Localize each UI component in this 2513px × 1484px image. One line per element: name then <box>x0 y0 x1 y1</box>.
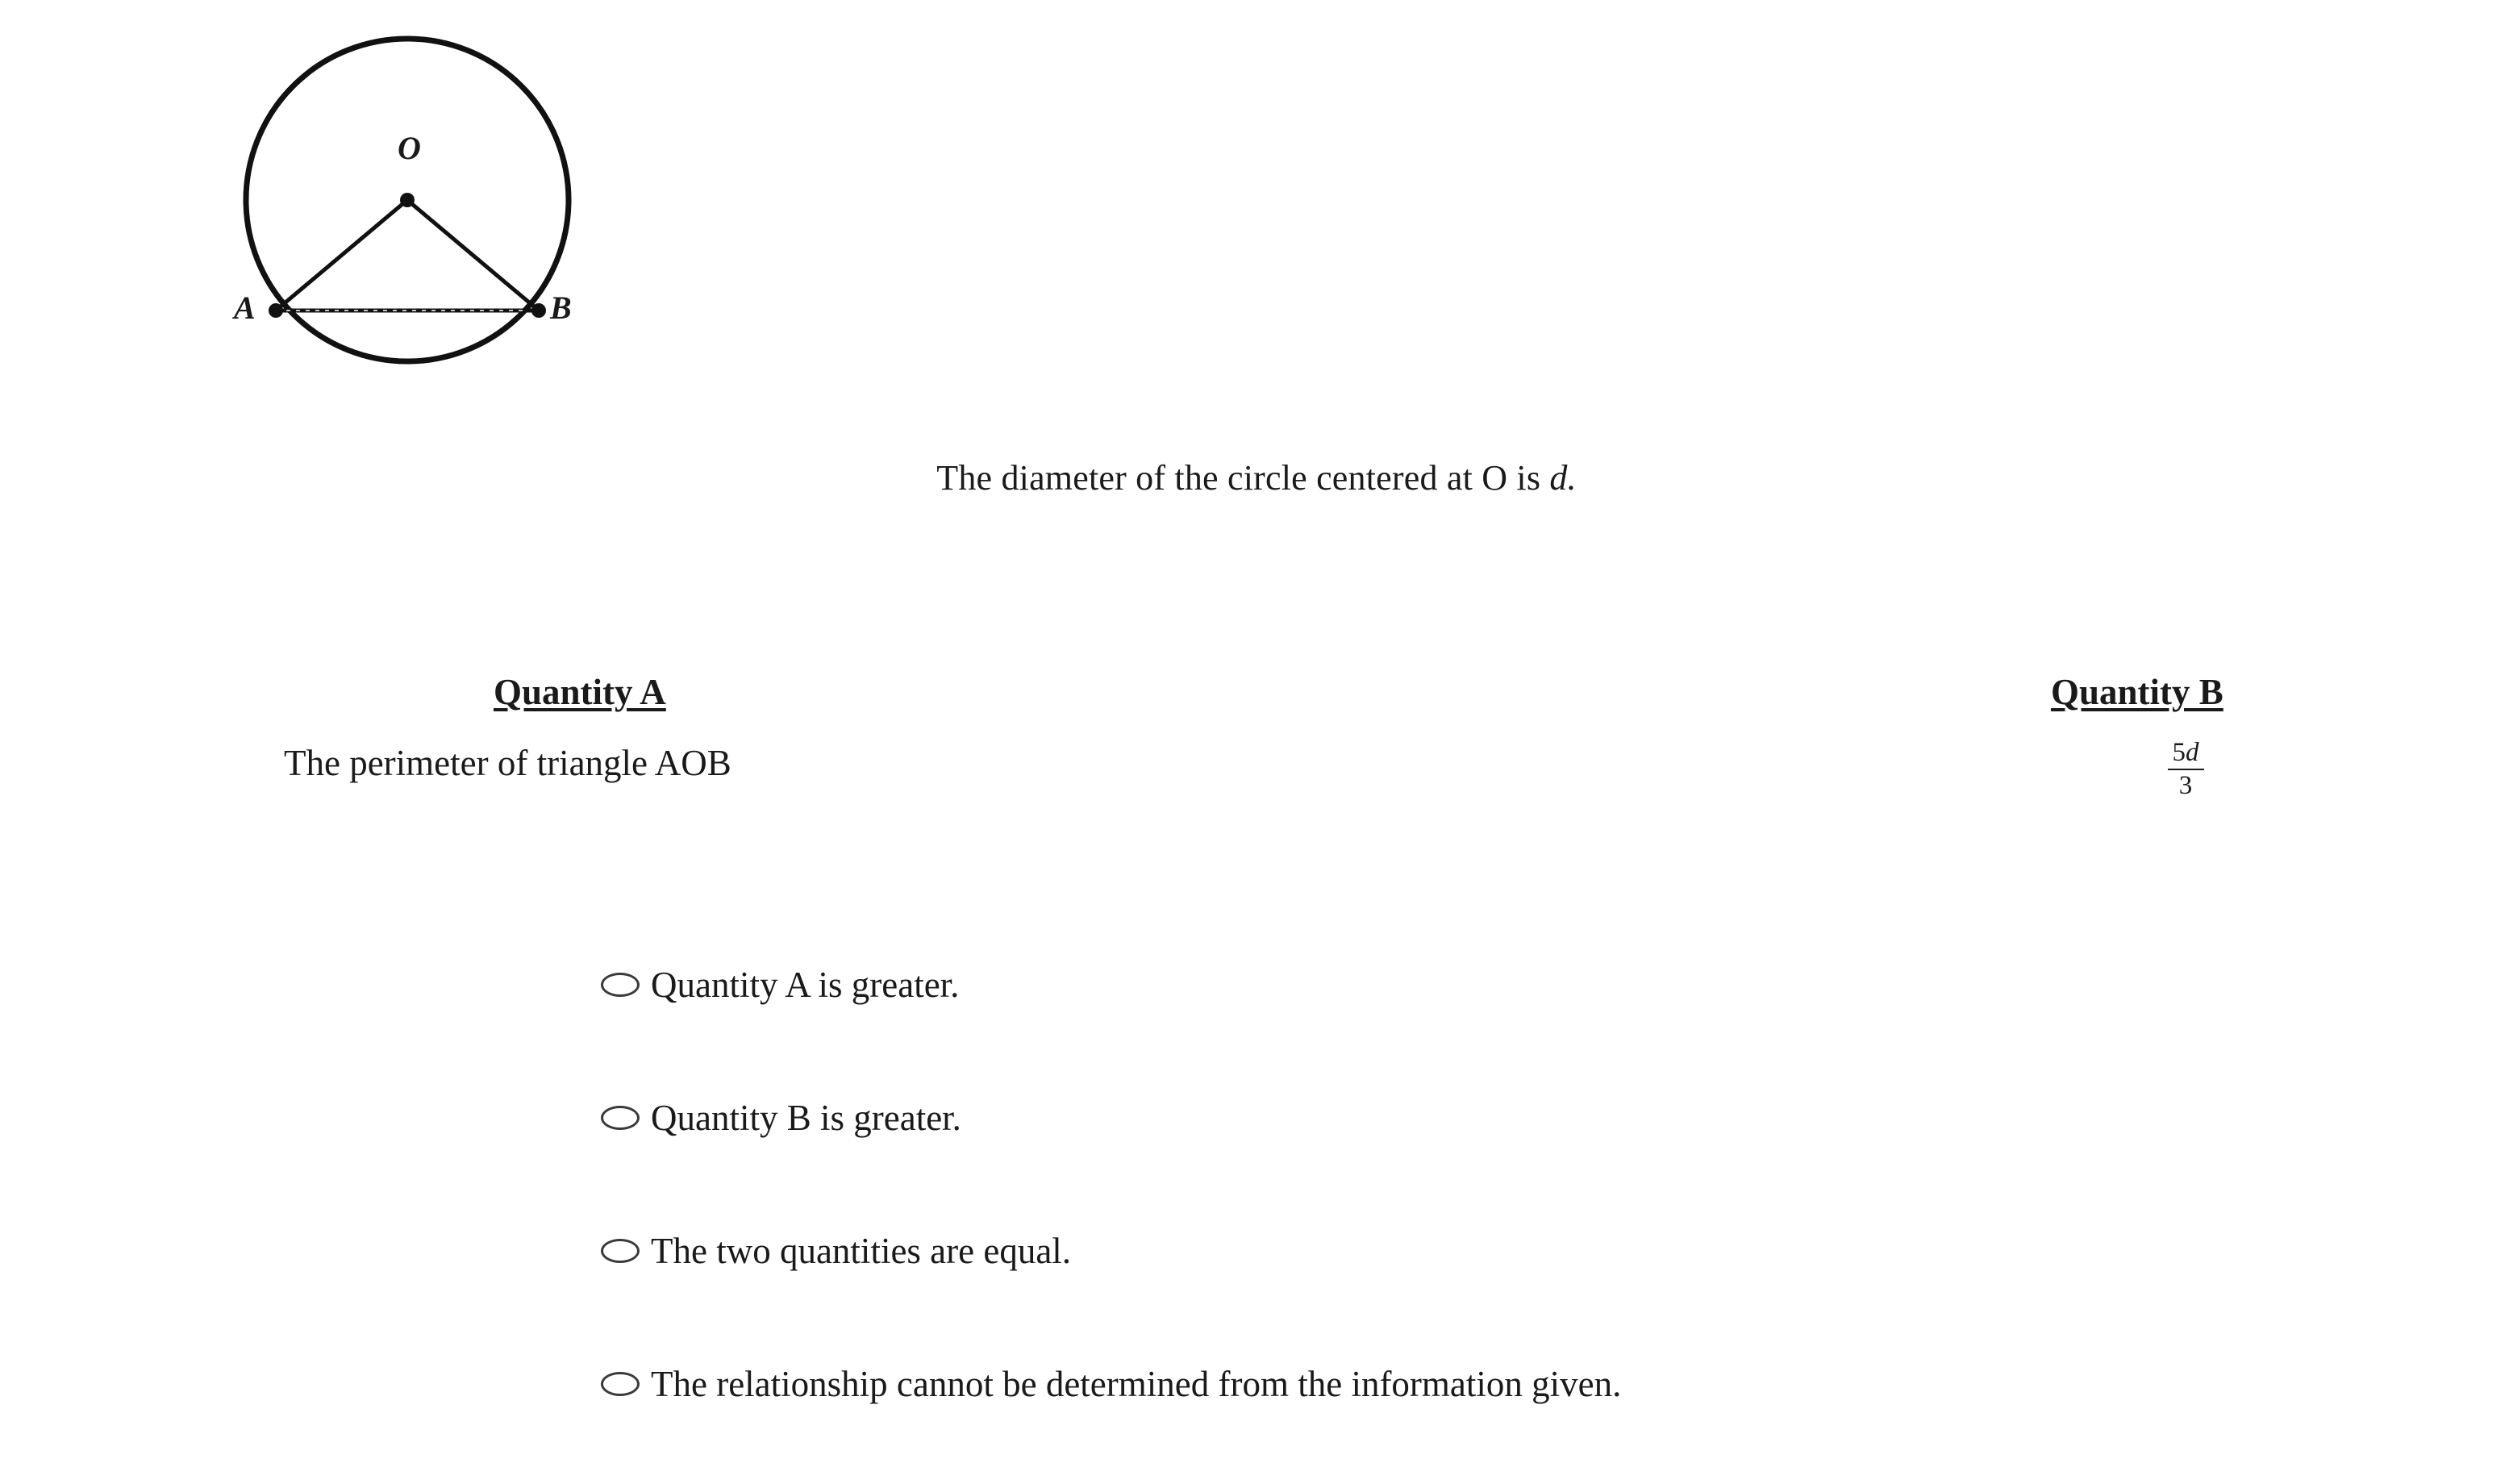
choice-b-label: Quantity B is greater. <box>651 1097 961 1138</box>
choice-a[interactable] <box>601 952 2456 1018</box>
choice-c[interactable] <box>601 1218 2456 1284</box>
stem-text: The diameter of the circle centered at O is <box>936 458 1550 498</box>
circle-figure <box>218 16 597 395</box>
quantity-a-heading: Quantity A <box>494 672 666 712</box>
label-o: O <box>398 130 421 166</box>
answer-choices <box>601 952 2456 1484</box>
question-stem <box>0 456 2513 500</box>
choice-d[interactable] <box>601 1351 2456 1417</box>
quantity-b-value <box>2137 738 2234 801</box>
radio-button-icon[interactable] <box>601 1239 640 1263</box>
choice-c-label: The two quantities are equal. <box>651 1230 1072 1271</box>
stem-variable: d. <box>1549 458 1577 498</box>
quantity-b-heading: Quantity B <box>2051 672 2223 712</box>
fraction-numerator-variable: d <box>2186 738 2199 767</box>
fraction-denominator: 3 <box>2178 770 2193 800</box>
quantity-a-value: The perimeter of triangle AOB <box>284 743 731 783</box>
radio-button-icon[interactable] <box>601 973 640 997</box>
fraction-numerator-number: 5 <box>2172 738 2186 767</box>
fraction-numerator <box>2168 738 2204 770</box>
radio-button-icon[interactable] <box>601 1106 640 1130</box>
label-a: A <box>234 290 256 326</box>
choice-b[interactable] <box>601 1085 2456 1151</box>
fraction-5d-over-3 <box>2168 738 2204 801</box>
label-b: B <box>550 290 572 326</box>
choice-a-label: Quantity A is greater. <box>651 964 960 1005</box>
radio-button-icon[interactable] <box>601 1372 640 1396</box>
choice-d-label: The relationship cannot be determined from the information given. <box>651 1363 1622 1404</box>
quantity-comparison <box>0 653 2513 847</box>
